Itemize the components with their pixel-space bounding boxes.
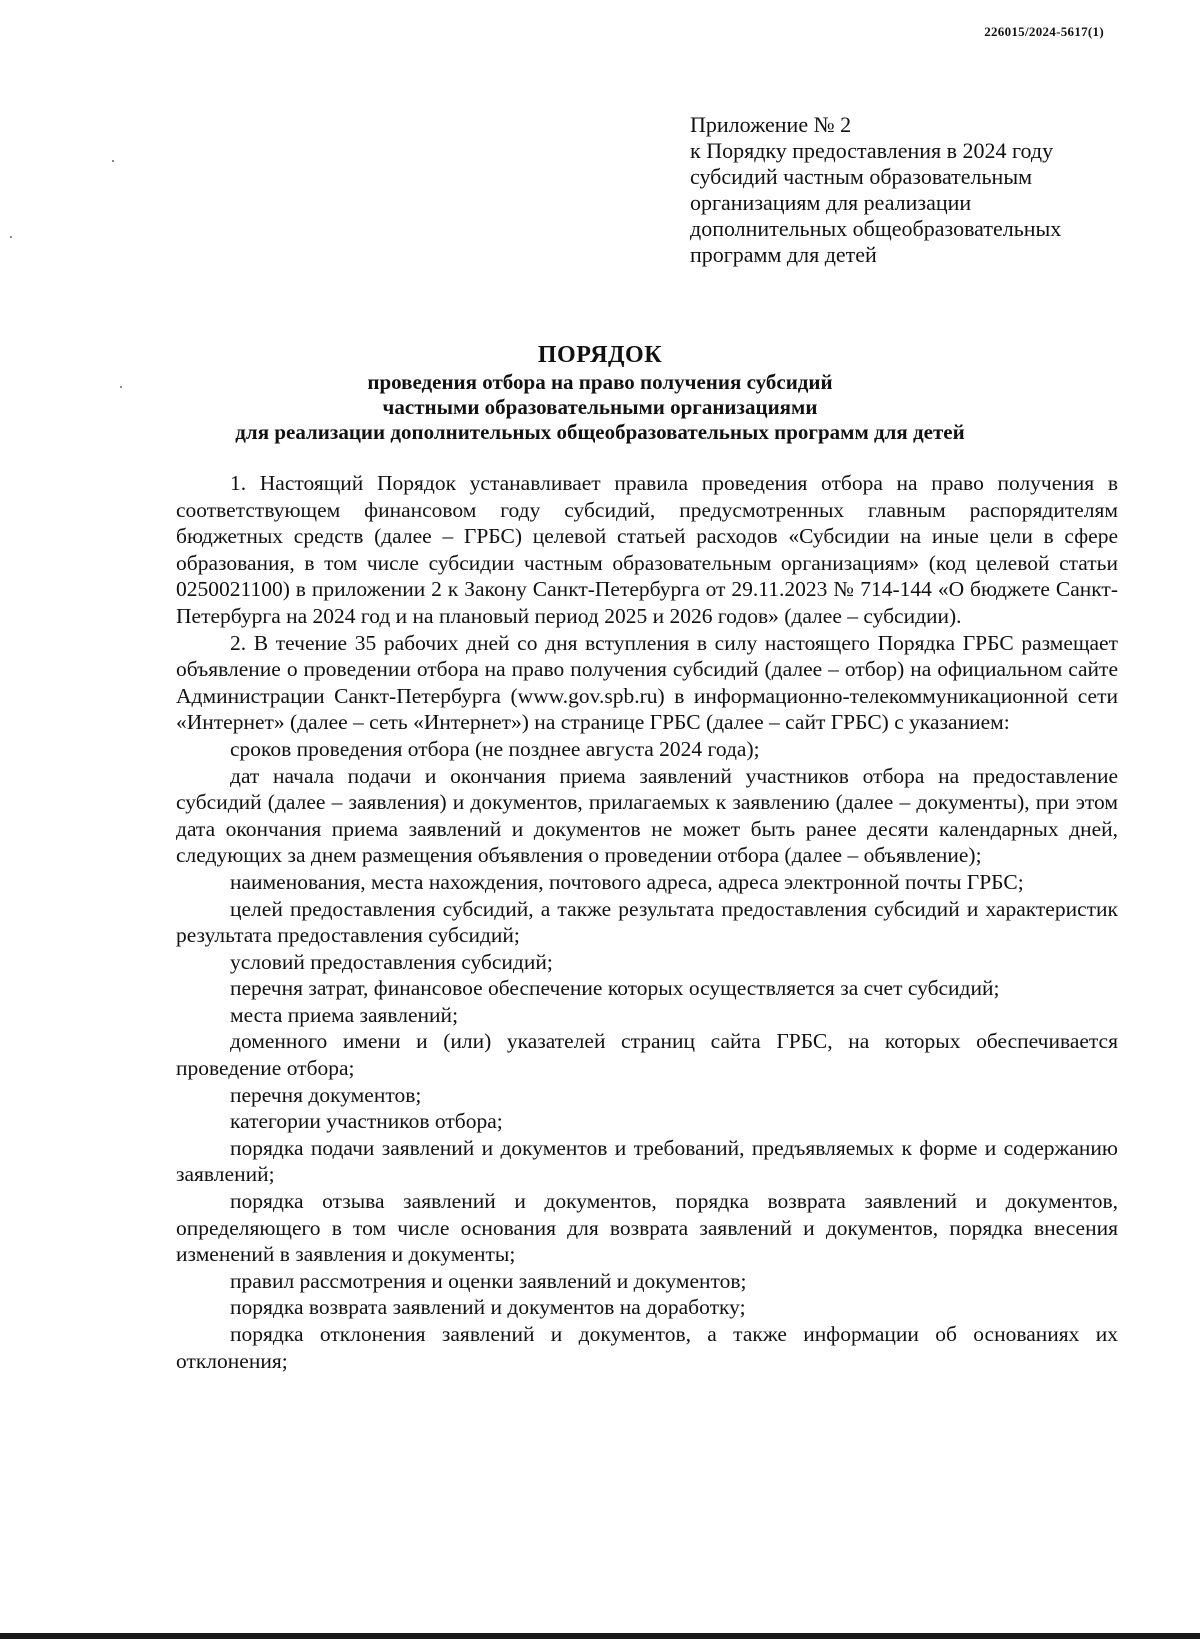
scan-bottom-edge xyxy=(0,1633,1200,1639)
scan-speck xyxy=(120,386,122,388)
document-body xyxy=(176,470,1118,1374)
document-subtitle-line: для реализации дополнительных общеобразовательных программ для детей xyxy=(235,420,965,444)
appendix-line: субсидий частным образовательным xyxy=(690,164,1033,189)
list-item: категории участников отбора; xyxy=(230,1109,503,1134)
appendix-line: дополнительных общеобразовательных xyxy=(690,216,1062,241)
list-item: целей предоставления субсидий, а также результата предоставления субсидий и характеристик результата предоставления субсидий; xyxy=(176,896,1118,948)
list-item: порядка отклонения заявлений и документов, а также информации об основаниях их отклонения; xyxy=(176,1322,1118,1373)
list-item: дат начала подачи и окончания приема заявлений участников отбора на предоставление субсидий (далее – заявления) и документов, прилагаемых к заявлению (далее – документы), при этом дата окончания приема заявлений и документов не может быть ранее десяти календарных дней, следующих за днем размещения объявления о проведении отбора (далее – объявление); xyxy=(176,763,1118,868)
document-subtitle-line: частными образовательными организациями xyxy=(382,395,818,419)
appendix-line: Приложение № 2 xyxy=(690,112,852,137)
list-item: места приема заявлений; xyxy=(230,1002,459,1027)
appendix-block xyxy=(690,112,1130,268)
document-subtitle-line: проведения отбора на право получения субсидий xyxy=(367,370,833,394)
appendix-line: к Порядку предоставления в 2024 году xyxy=(690,138,1054,163)
document-title: ПОРЯДОК xyxy=(537,342,663,368)
appendix-line: организациям для реализации xyxy=(690,190,972,215)
list-item: правил рассмотрения и оценки заявлений и документов; xyxy=(230,1268,747,1293)
list-item: условий предоставления субсидий; xyxy=(230,949,553,974)
scan-speck xyxy=(10,236,12,238)
list-item: сроков проведения отбора (не позднее августа 2024 года); xyxy=(230,736,760,761)
document-title-block xyxy=(120,340,1080,445)
scan-speck xyxy=(112,160,114,162)
list-item: порядка подачи заявлений и документов и требований, предъявляемых к форме и содержанию заявлений; xyxy=(176,1135,1118,1187)
list-item: порядка отзыва заявлений и документов, порядка возврата заявлений и документов, определяющего в том числе основания для возврата заявлений и документов, порядка внесения изменений в заявления и документы; xyxy=(176,1189,1118,1267)
appendix-line: программ для детей xyxy=(690,242,877,267)
list-item: перечня документов; xyxy=(230,1082,422,1107)
list-item: порядка возврата заявлений и документов на доработку; xyxy=(230,1295,746,1320)
list-item: перечня затрат, финансовое обеспечение которых осуществляется за счет субсидий; xyxy=(230,976,1000,1001)
document-id-number: 226015/2024-5617(1) xyxy=(984,24,1104,39)
list-item: наименования, места нахождения, почтового адреса, адреса электронной почты ГРБС; xyxy=(230,869,1024,894)
paragraph-2: 2. В течение 35 рабочих дней со дня вступления в силу настоящего Порядка ГРБС размещает объявление о проведении отбора на право получения субсидий (далее – отбор) на официальном сайте Администрации Санкт-Петербурга (www.gov.spb.ru) в информационно-телекоммуникационной сети «Интернет» (далее – сеть «Интернет») на странице ГРБС (далее – сайт ГРБС) с указанием: xyxy=(176,630,1118,735)
list-item: доменного имени и (или) указателей страниц сайта ГРБС, на которых обеспечивается проведение отбора; xyxy=(176,1029,1118,1081)
paragraph-1: 1. Настоящий Порядок устанавливает правила проведения отбора на право получения в соответствующем финансовом году субсидий, предусмотренных главным распорядителям бюджетных средств (далее – ГРБС) целевой статьей расходов «Субсидии на иные цели в сфере образования, в том числе субсидии частным образовательным организациям» (код целевой статьи 0250021100) в приложении 2 к Закону Санкт-Петербурга от 29.11.2023 № 714-144 «О бюджете Санкт-Петербурга на 2024 год и на плановый период 2025 и 2026 годов» (далее – субсидии). xyxy=(176,471,1118,628)
